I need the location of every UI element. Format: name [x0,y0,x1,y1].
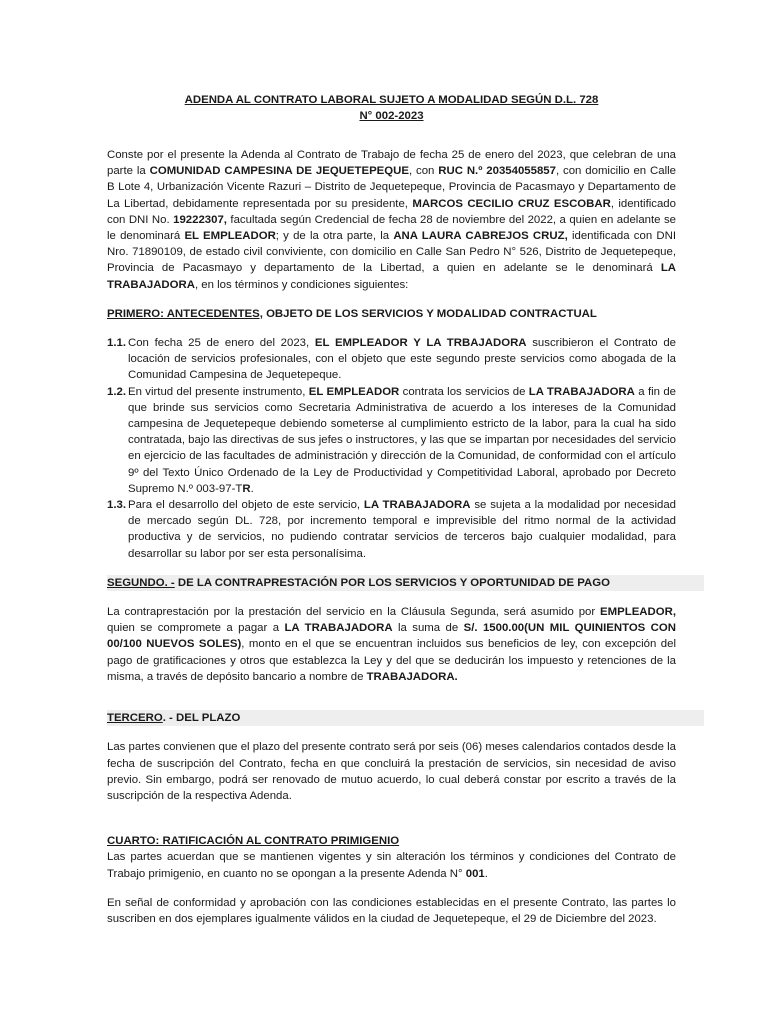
heading-cuarto-underlined: CUARTO: RATIFICACIÓN AL CONTRATO PRIMIGENIO [107,835,400,848]
heading-primero-underlined: PRIMERO: ANTECEDENTES, [107,307,263,320]
heading-segundo-rest: DE LA CONTRAPRESTACIÓN POR LOS SERVICIOS Y OPORTUNIDAD DE PAGO [174,576,610,589]
item-number: 1.1. [107,337,126,350]
worker-alias: LA TRABAJADORA [107,262,676,291]
intro-text-1: Conste por el presente la Adenda al Contrato de Trabajo de fecha 25 de enero del 2023, que celebran de una parte la [107,149,676,178]
item-text: se sujeta a la modalidad por necesidad de mercado según DL. 728, por incremento temporal e imprevisible del ritmo normal de la actividad productiva y de servicios, no pudiendo contratar servicios de terceros bajo cualquier modalidad, para desarrollar su labor por ser esta personalísima. [128,499,676,560]
primero-list [107,335,676,562]
list-item-1-2 [107,384,676,497]
section-heading-tercero [107,710,704,726]
list-item-1-3 [107,497,676,562]
intro-text-3: , con domicilio en Calle B Lote 4, Urbanización Vicente Razuri – Distrito de Jequetepeque, Provincia de Pacasmayo y Departamento de La Libertad, debidamente representada por su presidente, [107,165,676,210]
item-text: Para el desarrollo del objeto de este servicio, [128,499,364,512]
item-number: 1.2. [107,385,126,398]
segundo-text: la suma de [392,622,464,635]
segundo-bold: TRABAJADORA. [366,670,458,683]
payment-amount: S/. 1500.00(UN MIL QUINIENTOS CON 00/100 NUEVOS SOLES) [107,622,676,651]
item-bold: EL EMPLEADOR Y LA TRBAJADORA [314,337,527,350]
item-text: En virtud del presente instrumento, [128,385,309,398]
cuarto-text: Las partes acuerdan que se mantienen vigentes y sin alteración los términos y condiciones del Contrato de Trabajo primigenio, en cuanto no se opongan a la presente Adenda N° [107,851,676,880]
intro-text-2: , con [408,165,439,178]
worker-name: ANA LAURA CABREJOS CRUZ, [393,230,568,243]
cuarto-paragraph [107,849,676,881]
segundo-bold: EMPLEADOR, [600,606,676,619]
segundo-text: quien se compromete a pagar a [107,622,285,635]
section-heading-cuarto [107,833,676,849]
title-line-2: N° 002-2023 [359,110,424,122]
closing-paragraph: En señal de conformidad y aprobación con las condiciones establecidas en el presente Contrato, las partes lo suscriben en dos ejemplares igualmente válidos en la ciudad de Jequetepeque, el 29 de Diciembre del 2023. [107,896,676,925]
item-text: Con fecha 25 de enero del 2023, [128,337,315,350]
item-bold: LA TRABAJADORA [363,499,471,512]
heading-tercero-underlined: TERCERO [107,712,163,725]
heading-primero-rest: OBJETO DE LOS SERVICIOS Y MODALIDAD CONTRACTUAL [262,307,597,320]
heading-tercero-rest: . - DEL PLAZO [162,712,241,725]
item-number: 1.3. [107,499,126,512]
item-text: suscribieron el Contrato de locación de servicios profesionales, con el objeto que este segundo preste servicios como abogada de la Comunidad Campesina de Jequetepeque. [128,337,676,382]
heading-segundo-underlined: SEGUNDO. - [107,576,175,589]
employer-ruc: RUC N.º 20354055857 [438,165,556,178]
item-bold: R [242,482,251,495]
employer-alias: EL EMPLEADOR [184,230,276,243]
list-item-1-1 [107,335,676,384]
title-line-1: ADENDA AL CONTRATO LABORAL SUJETO A MODALIDAD SEGÚN D.L. 728 [184,94,599,106]
intro-text-7: identificada con DNI Nro. 71890109, de estado civil conviviente, con domicilio en Calle San Pedro N° 526, Distrito de Jequetepeque, Provincia de Pacasmayo y departamento de la Libertad, a quien en adelante se le denominará [107,230,676,275]
tercero-paragraph: Las partes convienen que el plazo del presente contrato será por seis (06) meses calendarios contados desde la fecha de suscripción del Contrato, fecha en que concluirá la prestación de servicios, sin necesidad de aviso previo. Sin embargo, podrá ser renovado de mutuo acuerdo, lo cual deberá constar por escrito a través de la suscripción de la respectiva Adenda. [107,741,676,802]
party-employer-name: COMUNIDAD CAMPESINA DE JEQUETEPEQUE [149,165,409,178]
intro-text-5: facultada según Credencial de fecha 28 de noviembre del 2022, a quien en adelante se le denominará [107,213,677,243]
intro-paragraph [107,147,676,293]
president-name: MARCOS CECILIO CRUZ ESCOBAR [412,197,611,210]
segundo-bold: LA TRABAJADORA [284,622,393,635]
adenda-number: 001 [465,867,485,880]
intro-text-6: ; y de la otra parte, la [275,230,394,243]
cuarto-text: . [484,867,488,880]
document-title [107,92,676,124]
item-text: a fin de que brinde sus servicios como Secretaria Administrativa de acuerdo a los intereses de la Comunidad campesina de Jequetepeque debiendo someterse al cumplimiento estricto de la labor, para la cual ha sido contratada, bajo las directivas de sus jefes o instructores, y las que se impartan por necesidades del servicio en ejercicio de las facultades de administración y dirección de la Comunidad, de conformidad con el artículo 9º del Texto Único Ordenado de la Ley de Productividad y Competitividad Laboral, aprobado por Decreto Supremo N.º 003-97-T [128,385,677,495]
segundo-text: La contraprestación por la prestación del servicio en la Cláusula Segunda, será asumido por [107,606,601,619]
intro-text-8: , en los términos y condiciones siguientes: [194,278,409,291]
item-text: contrata los servicios de [399,385,529,398]
president-dni: 19222307, [173,213,227,226]
document-body [107,92,676,927]
item-bold: LA TRABAJADORA [528,385,635,398]
section-heading-segundo [107,575,704,591]
segundo-paragraph [107,604,676,685]
section-heading-primero [107,306,676,322]
intro-text-4: , identificado con DNI No. [107,197,676,226]
item-text: . [250,482,254,495]
segundo-text: , monto en el que se encuentran incluidos sus beneficios de ley, con excepción del pago de gratificaciones y otros que establezca la Ley y del que se deducirán los impuesto y retenciones de la misma, a través de depósito bancario a nombre de [107,638,676,683]
item-bold: EL EMPLEADOR [308,385,400,398]
